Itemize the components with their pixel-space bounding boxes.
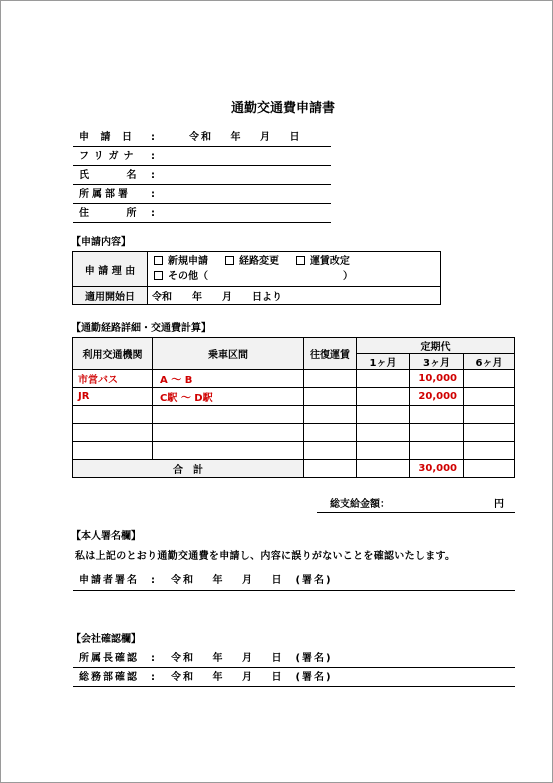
m1-cell[interactable]	[357, 406, 410, 424]
checkbox-icon	[154, 256, 163, 265]
reason-label-cell	[73, 252, 148, 287]
name-colon: :	[151, 170, 155, 181]
m3-cell[interactable]: 10,000	[410, 370, 464, 388]
total-row	[73, 460, 515, 478]
table-row	[73, 424, 515, 442]
signature-statement: 私は上記のとおり通勤交通費を申請し、内容に誤りがないことを確認いたします。	[75, 551, 456, 562]
grand-total-label: 総支給金額：	[330, 499, 390, 510]
address-label: 住 所	[79, 208, 145, 219]
m3-cell[interactable]	[410, 442, 464, 460]
furigana-colon: :	[151, 151, 155, 162]
m1-cell[interactable]	[357, 388, 410, 406]
m3-cell[interactable]	[410, 424, 464, 442]
org-cell[interactable]: JR	[73, 388, 153, 406]
total-m1-cell	[357, 460, 410, 478]
header-roundtrip: 往復運賃	[304, 338, 357, 370]
org-cell[interactable]	[73, 424, 153, 442]
m6-cell[interactable]	[464, 424, 515, 442]
furigana-label: フリガナ	[79, 151, 139, 162]
m3-cell[interactable]	[410, 406, 464, 424]
start-date-label-cell	[73, 287, 148, 305]
roundtrip-cell[interactable]	[304, 424, 357, 442]
header-3month: 3ヶ月	[410, 354, 464, 370]
total-roundtrip-cell	[304, 460, 357, 478]
start-date-value[interactable]: 令和 年 月 日より	[148, 287, 441, 305]
roundtrip-cell[interactable]	[304, 388, 357, 406]
header-commuter: 定期代	[357, 338, 515, 354]
section-cell[interactable]: C駅 ～ D駅	[153, 388, 304, 406]
m1-cell[interactable]	[357, 424, 410, 442]
apply-date-colon: :	[151, 132, 155, 143]
other-checkbox[interactable]	[154, 271, 208, 282]
fare-revision-checkbox[interactable]	[296, 256, 350, 267]
m1-cell[interactable]	[357, 442, 410, 460]
m6-cell[interactable]	[464, 370, 515, 388]
org-cell[interactable]: 市営バス	[73, 370, 153, 388]
applicant-signature-field[interactable]: 令和 年 月 日 (署名)	[171, 575, 333, 586]
section-cell[interactable]	[153, 442, 304, 460]
section-label-company: 【会社確認欄】	[71, 634, 141, 645]
total-m3-cell: 30,000	[410, 460, 464, 478]
total-label: 合 計	[73, 460, 304, 478]
new-application-checkbox[interactable]	[154, 256, 208, 267]
name-field[interactable]	[161, 168, 331, 184]
manager-confirm-colon: :	[151, 653, 155, 664]
apply-date-label: 申 請 日	[79, 132, 136, 143]
m6-cell[interactable]	[464, 388, 515, 406]
manager-confirm-label: 所属長確認	[79, 653, 139, 664]
department-colon: :	[151, 189, 155, 200]
general-affairs-confirm-field[interactable]: 令和 年 月 日 (署名)	[171, 672, 333, 683]
general-affairs-confirm-label: 総務部確認	[79, 672, 139, 683]
roundtrip-cell[interactable]	[304, 406, 357, 424]
other-close: ）	[342, 271, 353, 282]
section-label-signature: 【本人署名欄】	[71, 531, 141, 542]
section-label-application: 【申請内容】	[71, 237, 131, 248]
table-row	[73, 442, 515, 460]
total-m6-cell	[464, 460, 515, 478]
department-label: 所属部署	[79, 189, 131, 200]
fare-revision-label: 運賃改定	[309, 256, 350, 267]
checkbox-icon	[296, 256, 305, 265]
name-label: 氏 名	[79, 170, 145, 181]
other-label: その他（	[168, 271, 208, 282]
new-application-label: 新規申請	[168, 256, 208, 267]
table-row	[73, 388, 515, 406]
roundtrip-cell[interactable]	[304, 370, 357, 388]
org-cell[interactable]	[73, 406, 153, 424]
header-org: 利用交通機関	[73, 338, 153, 370]
route-table	[72, 337, 515, 478]
table-row	[73, 406, 515, 424]
header-6month: 6ヶ月	[464, 354, 515, 370]
apply-date-value[interactable]: 令和 年 月 日	[189, 132, 302, 143]
department-field[interactable]	[161, 187, 331, 203]
m1-cell[interactable]	[357, 370, 410, 388]
section-cell[interactable]: A ～ B	[153, 370, 304, 388]
reason-options-cell	[148, 252, 441, 287]
manager-confirm-field[interactable]: 令和 年 月 日 (署名)	[171, 653, 333, 664]
applicant-signature-colon: :	[151, 575, 155, 586]
address-field[interactable]	[161, 206, 331, 222]
org-cell[interactable]	[73, 442, 153, 460]
route-change-checkbox[interactable]	[225, 256, 279, 267]
m6-cell[interactable]	[464, 442, 515, 460]
route-change-label: 経路変更	[238, 256, 279, 267]
general-affairs-confirm-colon: :	[151, 672, 155, 683]
address-colon: :	[151, 208, 155, 219]
applicant-signature-label: 申請者署名	[79, 575, 139, 586]
page-title: 通勤交通費申請書	[231, 101, 336, 116]
grand-total-unit: 円	[494, 499, 504, 510]
grand-total-field[interactable]	[396, 497, 486, 511]
start-date-label: 適用開始日	[85, 292, 135, 303]
section-label-route: 【通勤経路詳細・交通費計算】	[71, 323, 211, 334]
roundtrip-cell[interactable]	[304, 442, 357, 460]
m6-cell[interactable]	[464, 406, 515, 424]
reason-label: 申 請 理 由	[84, 265, 136, 277]
checkbox-icon	[154, 271, 163, 280]
application-table	[72, 251, 441, 305]
header-1month: 1ヶ月	[357, 354, 410, 370]
furigana-field[interactable]	[161, 149, 331, 165]
section-cell[interactable]	[153, 424, 304, 442]
header-section: 乗車区間	[153, 338, 304, 370]
section-cell[interactable]	[153, 406, 304, 424]
table-row	[73, 370, 515, 388]
checkbox-icon	[225, 256, 234, 265]
m3-cell[interactable]: 20,000	[410, 388, 464, 406]
